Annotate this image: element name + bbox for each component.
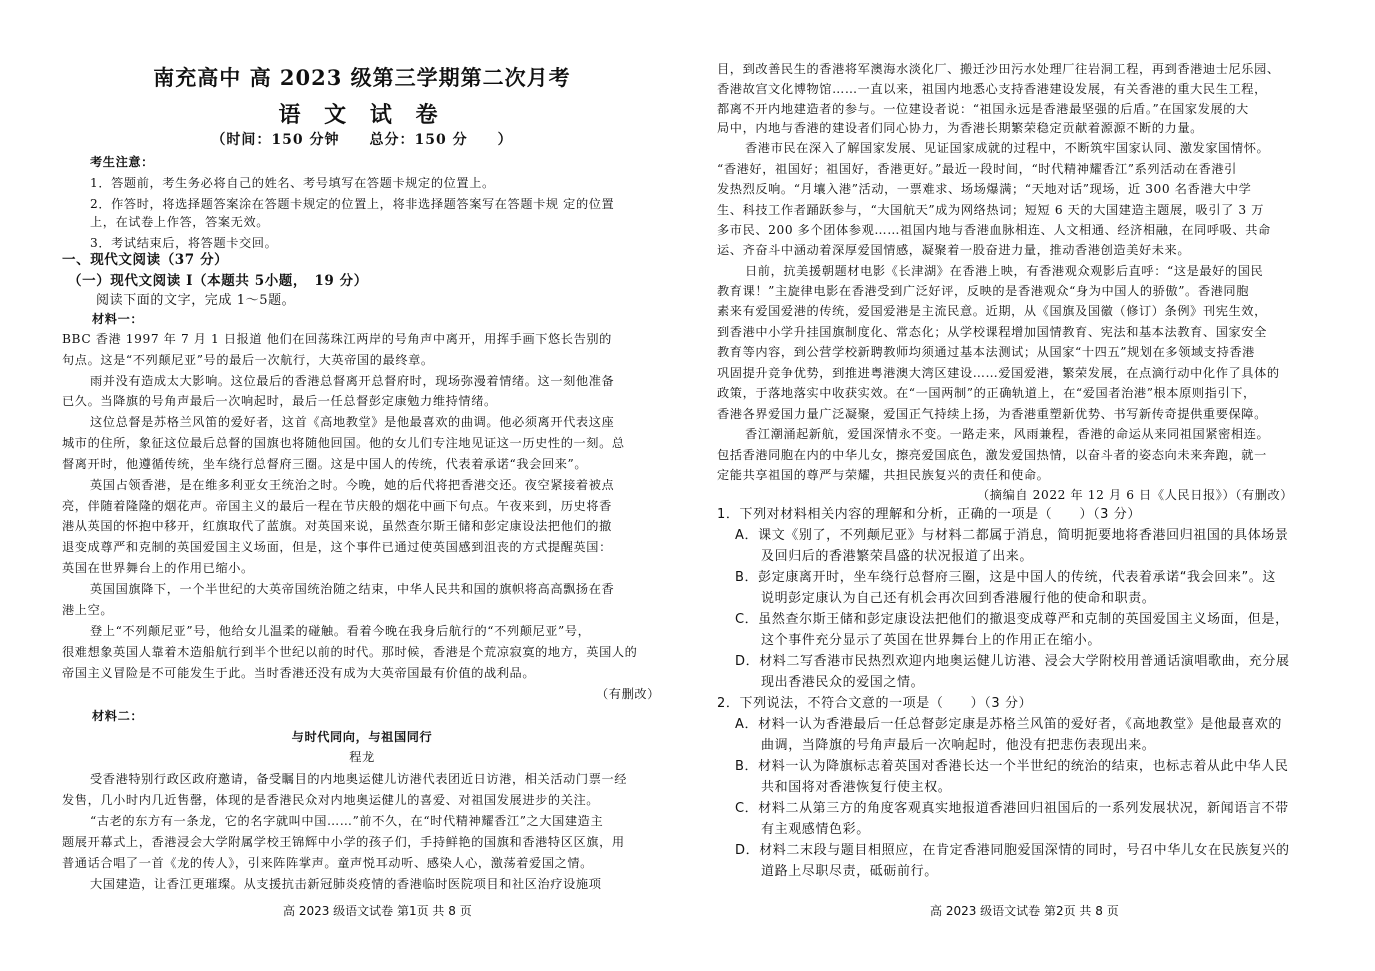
q2-option-a[interactable]: A．材料一认为香港最后一任总督彭定康是苏格兰风笛的爱好者，《高地教堂》是他最喜欢的 — [735, 717, 1282, 732]
q2-option-a-cont: 曲调，当降旗的号角声最后一次响起时，他没有把悲伤表现出来。 — [761, 738, 1156, 753]
paragraph-line: “香港好，祖国好；祖国好，香港更好。”最近一段时间，“时代精神耀香江”系列活动在香港引 — [717, 162, 1237, 176]
paragraph-line: 香港市民在深入了解国家发展、见证国家成就的过程中，不断筑牢国家认同、激发家国情怀。 — [745, 141, 1270, 155]
source-citation: （摘编自 2022 年 12 月 6 日《人民日报》）（有删改） — [977, 488, 1294, 502]
paragraph-line: 都离不开内地建造者的参与。一位建设者说：“祖国永远是香港最坚强的后盾。”在国家发展的大 — [717, 102, 1249, 116]
exam-title: 南充高中 高 2023 级第三学期第二次月考 — [153, 65, 571, 90]
q1-option-c-cont: 这个事件充分显示了英国在世界舞台上的作用正在缩小。 — [761, 633, 1102, 648]
material-2-label: 材料二： — [92, 709, 144, 723]
paragraph-line: 大国建造，让香江更璀璨。从支援抗击新冠肺炎疫情的香港临时医院项目和社区治疗设施项 — [90, 877, 602, 891]
revision-note: （有删改） — [596, 687, 660, 701]
paragraph-line: 多市民、200 多个团体参观……祖国内地与香港血脉相连、人文相通、经济相融，在同呼吸、共命 — [717, 223, 1271, 237]
paragraph-line: 发热烈反响。“月壤入港”活动，一票难求、场场爆满；“天地对话”现场，近 300 名香港大中学 — [717, 182, 1252, 196]
paragraph-line: 香港故宫文化博物馆……一直以来，祖国内地悉心支持香港建设发展，有关香港的重大民生工程， — [717, 82, 1267, 96]
q1-option-a-cont: 及回归后的香港繁荣昌盛的状况报道了出来。 — [761, 549, 1034, 564]
paragraph-line: 教育课！”主旋律电影在香港受到广泛好评，反映的是香港观众“身为中国人的骄傲”。香港同胞 — [717, 284, 1249, 298]
paragraph-line: 局中，内地与香港的建设者们同心协力，为香港长期繁荣稳定贡献着源源不断的力量。 — [717, 121, 1203, 135]
q2-option-c-cont: 有主观感情色彩。 — [761, 822, 870, 837]
paragraph-line: 督离开时，他遵循传统，坐车绕行总督府三圈。这是中国人的传统，代表着承诺“我会回来”。 — [62, 457, 588, 471]
paragraph-line: 生、科技工作者踊跃参与，“大国航天”成为网络热词；短短 6 天的大国建造主题展，吸引了 3 万 — [717, 203, 1264, 217]
paragraph-line: 题展开幕式上，香港浸会大学附属学校王锦辉中小学的孩子们，手持鲜艳的国旗和香港特区区旗，用 — [62, 835, 625, 849]
paragraph-line: 句点。这是“不列颠尼亚”号的最后一次航行，大英帝国的最终章。 — [62, 353, 434, 367]
paragraph-line: 发售，几小时内几近售罄，体现的是香港民众对内地奥运健儿的喜爱、对祖国发展进步的关注。 — [62, 793, 600, 807]
question-1-stem: 1．下列对材料相关内容的理解和分析，正确的一项是（ ）（3 分） — [717, 507, 1141, 522]
paragraph-line: 帝国主义冒险是不可能发生于此。当时香港还没有成为大英帝国最有价值的战利品。 — [62, 666, 536, 680]
paragraph-line: 退变成尊严和克制的英国爱国主义场面，但是，这个事件已通过使英国感到沮丧的方式提醒英国： — [62, 540, 612, 554]
paragraph-line: 亮，伴随着隆隆的烟花声。帝国主义的最后一程在节庆般的烟花中画下句点。午夜来到，历史将香 — [62, 499, 612, 513]
page-footer: 高 2023 级语文试卷 第1页 共 8 页 — [283, 904, 472, 918]
paragraph-line: 普通话合唱了一首《龙的传人》，引来阵阵掌声。童声悦耳动听、感染人心，激荡着爱国之情。 — [62, 856, 593, 870]
paragraph-line: 教育等内容，到公营学校新聘教师均须通过基本法测试；从国家“十四五”规划在多领域支持香港 — [717, 345, 1255, 359]
paragraph-line: 政策，于落地落实中收获实效。在“一国两制”的正确轨道上，在“爱国者治港”根本原则指引下， — [717, 386, 1256, 400]
q2-option-d[interactable]: D．材料二末段与题目相照应，在肯定香港同胞爱国深情的同时，号召中华儿女在民族复兴的 — [735, 843, 1290, 858]
time-info: （时间：150 分钟 总分：150 分 ） — [211, 132, 513, 148]
paragraph-line: 定能共享祖国的尊严与荣耀，共担民族复兴的责任和使命。 — [717, 468, 1050, 482]
q2-option-b-cont: 共和国将对香港恢复行使主权。 — [761, 780, 952, 795]
paragraph-line: 登上“不列颠尼亚”号，他给女儿温柔的碰触。看着今晚在我身后航行的“不列颠尼亚”号， — [90, 624, 591, 638]
question-2-stem: 2．下列说法，不符合文意的一项是（ ）（3 分） — [717, 696, 1033, 711]
notice-item: 上，在试卷上作答，答案无效。 — [90, 215, 270, 229]
paragraph-line: 目，到改善民生的香港将军澳海水淡化厂、搬迁沙田污水处理厂往岩洞工程，再到香港迪士尼乐园、 — [717, 62, 1280, 76]
paragraph-line: 城市的住所，象征这位最后总督的国旗也将随他回国。他的女儿们专注地见证这一历史性的一刻。总 — [62, 436, 625, 450]
paragraph-line: 运、齐奋斗中涵动着深厚爱国情感，凝聚着一股奋进力量，推动香港创造美好未来。 — [717, 243, 1191, 257]
paragraph-line: 雨并没有造成太大影响。这位最后的香港总督离开总督府时，现场弥漫着情绪。这一刻他准备 — [90, 374, 615, 388]
q1-option-d[interactable]: D．材料二写香港市民热烈欢迎内地奥运健儿访港、浸会大学附校用普通话演唱歌曲，充分展 — [735, 654, 1290, 669]
paragraph-line: 到香港中小学升挂国旗制度化、常态化；从学校课程增加国情教育、宪法和基本法教育、国家安全 — [717, 325, 1267, 339]
paragraph-line: 巩固提升竞争优势，到推进粤港澳大湾区建设……爱国爱港，繁荣发展，在点滴行动中化作了具体的 — [717, 366, 1280, 380]
notice-heading: 考生注意： — [90, 155, 154, 169]
paragraph-line: 受香港特别行政区政府邀请，备受瞩目的内地奥运健儿访港代表团近日访港，相关活动门票一经 — [90, 772, 628, 786]
paragraph-line: 已久。当降旗的号角声最后一次响起时，最后一任总督彭定康勉力维持情绪。 — [62, 394, 497, 408]
q1-option-a[interactable]: A．课文《别了，不列颠尼亚》与材料二都属于消息，简明扼要地将香港回归祖国的具体场景 — [735, 528, 1289, 543]
article-author: 程龙 — [349, 750, 375, 764]
article-title: 与时代同向，与祖国同行 — [291, 730, 433, 744]
paragraph-line: 这位总督是苏格兰风笛的爱好者，这首《高地教堂》是他最喜欢的曲调。他必须离开代表这座 — [90, 415, 615, 429]
notice-item: 3．考试结束后，将答题卡交回。 — [90, 236, 278, 250]
q2-option-c[interactable]: C．材料二从第三方的角度客观真实地报道香港回归祖国后的一系列发展状况，新闻语言不带 — [735, 801, 1289, 816]
paragraph-line: 很难想象英国人靠着木造船航行到半个世纪以前的时代。那时候，香港是个荒凉寂寞的地方，英国人的 — [62, 645, 638, 659]
paragraph-line: 素来有爱国爱港的传统，爱国爱港是主流民意。近期，从《国旗及国徽（修订）条例》刊宪生效， — [717, 304, 1267, 318]
paragraph-line: 英国占领香港，是在维多利亚女王统治之时。今晚，她的后代将把香港交还。夜空紧接着被点 — [90, 478, 615, 492]
q2-option-b[interactable]: B．材料一认为降旗标志着英国对香港长达一个半世纪的统治的结束，也标志着从此中华人民 — [735, 759, 1289, 774]
paragraph-line: BBC 香港 1997 年 7 月 1 日报道 他们在回荡珠江两岸的号角声中离开，用挥手画下悠长告别的 — [62, 332, 612, 346]
reading-instruction: 阅读下面的文字，完成 1～5题。 — [96, 293, 296, 308]
q1-option-b[interactable]: B．彭定康离开时，坐车绕行总督府三圈，这是中国人的传统，代表着承诺“我会回来”。这 — [735, 570, 1276, 585]
page-footer: 高 2023 级语文试卷 第2页 共 8 页 — [930, 904, 1119, 918]
paragraph-line: 香江潮涌起新航，爱国深情永不变。一路走来，风雨兼程，香港的命运从来同祖国紧密相连。 — [745, 427, 1270, 441]
material-1-label: 材料一： — [92, 312, 144, 326]
paragraph-line: 香港各界爱国力量广泛凝聚，爱国正气持续上扬，为香港重塑新优势、书写新传奇提供重要保障。 — [717, 407, 1267, 421]
paragraph-line: “古老的东方有一条龙，它的名字就叫中国……”前不久，在“时代精神耀香江”之大国建造主 — [90, 814, 604, 828]
paragraph-line: 包括香港同胞在内的中华儿女，擦亮爱国底色，激发爱国热情，以奋斗者的姿态向未来奔跑，就一 — [717, 448, 1267, 462]
notice-item: 1．答题前，考生务必将自己的姓名、考号填写在答题卡规定的位置上。 — [90, 176, 495, 190]
q1-option-d-cont: 现出香港民众的爱国之情。 — [761, 675, 925, 690]
subsection-heading: （一）现代文阅读 Ⅰ（本题共 5小题， 19 分） — [68, 273, 368, 289]
paragraph-line: 英国在世界舞台上的作用已缩小。 — [62, 561, 254, 575]
paragraph-line: 港上空。 — [62, 603, 114, 617]
paragraph-line: 港从英国的怀抱中移开，红旗取代了蓝旗。对英国来说，虽然查尔斯王储和彭定康设法把他们的撤 — [62, 519, 612, 533]
q2-option-d-cont: 道路上尽职尽责，砥砺前行。 — [761, 864, 938, 879]
q1-option-c[interactable]: C．虽然查尔斯王储和彭定康设法把他们的撤退变成尊严和克制的英国爱国主义场面，但是， — [735, 612, 1289, 627]
subject-title: 语 文 试 卷 — [278, 102, 446, 128]
notice-item: 2．作答时，将选择题答案涂在答题卡规定的位置上，将非选择题答案写在答题卡规 定的位置 — [90, 197, 615, 211]
q1-option-b-cont: 说明彭定康认为自己还有机会再次回到香港履行他的使命和职责。 — [761, 591, 1156, 606]
paragraph-line: 英国国旗降下，一个半世纪的大英帝国统治随之结束，中华人民共和国的旗帜将高高飘扬在香 — [90, 582, 615, 596]
section-heading: 一、现代文阅读（37 分） — [62, 252, 229, 268]
paragraph-line: 日前，抗美援朝题材电影《长津湖》在香港上映，有香港观众观影后直呼：“这是最好的国民 — [745, 264, 1264, 278]
